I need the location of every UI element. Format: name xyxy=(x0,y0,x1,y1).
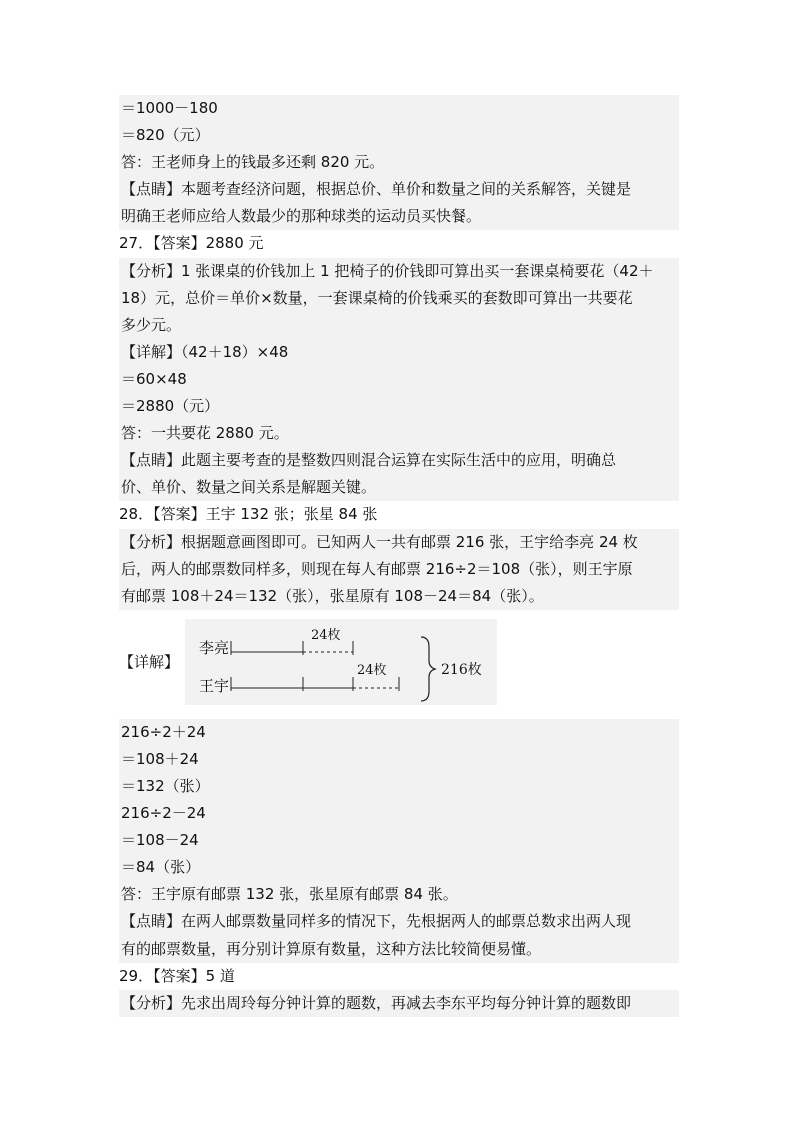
stamp-diagram-row xyxy=(119,619,679,713)
text-line: 价、单价、数量之间关系是解题关键。 xyxy=(119,474,679,501)
text-line: 【分析】根据题意画图即可。已知两人一共有邮票 216 张，王宇给李亮 24 枚 xyxy=(119,529,679,556)
text-line: 【分析】1 张课桌的价钱加上 1 把椅子的价钱即可算出买一套课桌椅要花（42＋ xyxy=(119,258,679,285)
solution-lines-bottom xyxy=(119,719,679,1017)
text-line: 有邮票 108＋24＝132（张），张星原有 108－24＝84（张）。 xyxy=(119,583,679,610)
solution-lines-top xyxy=(119,95,679,610)
answer-heading: 27．【答案】2880 元 xyxy=(119,234,264,253)
text-line: ＝84（张） xyxy=(119,854,679,881)
text-line: ＝820（元） xyxy=(119,122,679,149)
text-line: ＝2880（元） xyxy=(119,393,679,420)
answer-heading: 28．【答案】王宇 132 张；张星 84 张 xyxy=(119,505,378,524)
text-line: 216÷2－24 xyxy=(119,800,679,827)
text-line: 【点睛】本题考查经济问题，根据总价、单价和数量之间的关系解答，关键是 xyxy=(119,176,679,203)
text-line: 有的邮票数量，再分别计算原有数量，这种方法比较简便易懂。 xyxy=(119,936,679,963)
total-brace xyxy=(421,637,435,701)
text-line: 答：王老师身上的钱最多还剩 820 元。 xyxy=(119,149,679,176)
text-line: ＝1000－180 xyxy=(119,95,679,122)
text-line: 【点睛】在两人邮票数量同样多的情况下，先根据两人的邮票总数求出两人现 xyxy=(119,908,679,935)
text-line: 多少元。 xyxy=(119,312,679,339)
text-line: ＝60×48 xyxy=(119,366,679,393)
text-line: 答：王宇原有邮票 132 张，张星原有邮票 84 张。 xyxy=(119,881,679,908)
detail-label: 【详解】 xyxy=(119,652,180,671)
text-line: ＝108＋24 xyxy=(119,746,679,773)
stamp-line-diagram xyxy=(185,619,497,705)
document-body xyxy=(119,95,679,1017)
text-line: 18）元，总价＝单价×数量，一套课桌椅的价钱乘买的套数即可算出一共要花 xyxy=(119,285,679,312)
person-b-label: 王宇 xyxy=(199,676,230,695)
text-line: 216÷2＋24 xyxy=(119,719,679,746)
text-line: 【点睛】此题主要考查的是整数四则混合运算在实际生活中的应用，明确总 xyxy=(119,447,679,474)
text-line: 答：一共要花 2880 元。 xyxy=(119,420,679,447)
person-a-label: 李亮 xyxy=(199,638,230,657)
text-line: 【详解】（42＋18）×48 xyxy=(119,339,679,366)
text-line: 明确王老师应给人数最少的那种球类的运动员买快餐。 xyxy=(119,203,679,230)
text-line: 后，两人的邮票数同样多，则现在每人有邮票 216÷2＝108（张），则王宇原 xyxy=(119,556,679,583)
segment-b-label: 24枚 xyxy=(357,662,387,678)
answer-heading: 29．【答案】5 道 xyxy=(119,966,235,985)
text-line: 【分析】先求出周玲每分钟计算的题数，再减去李东平均每分钟计算的题数即 xyxy=(119,990,679,1017)
text-line: ＝108－24 xyxy=(119,827,679,854)
text-line: ＝132（张） xyxy=(119,773,679,800)
segment-a-label: 24枚 xyxy=(311,627,341,643)
total-label: 216枚 xyxy=(441,661,482,678)
line-diagram-svg xyxy=(185,619,497,705)
